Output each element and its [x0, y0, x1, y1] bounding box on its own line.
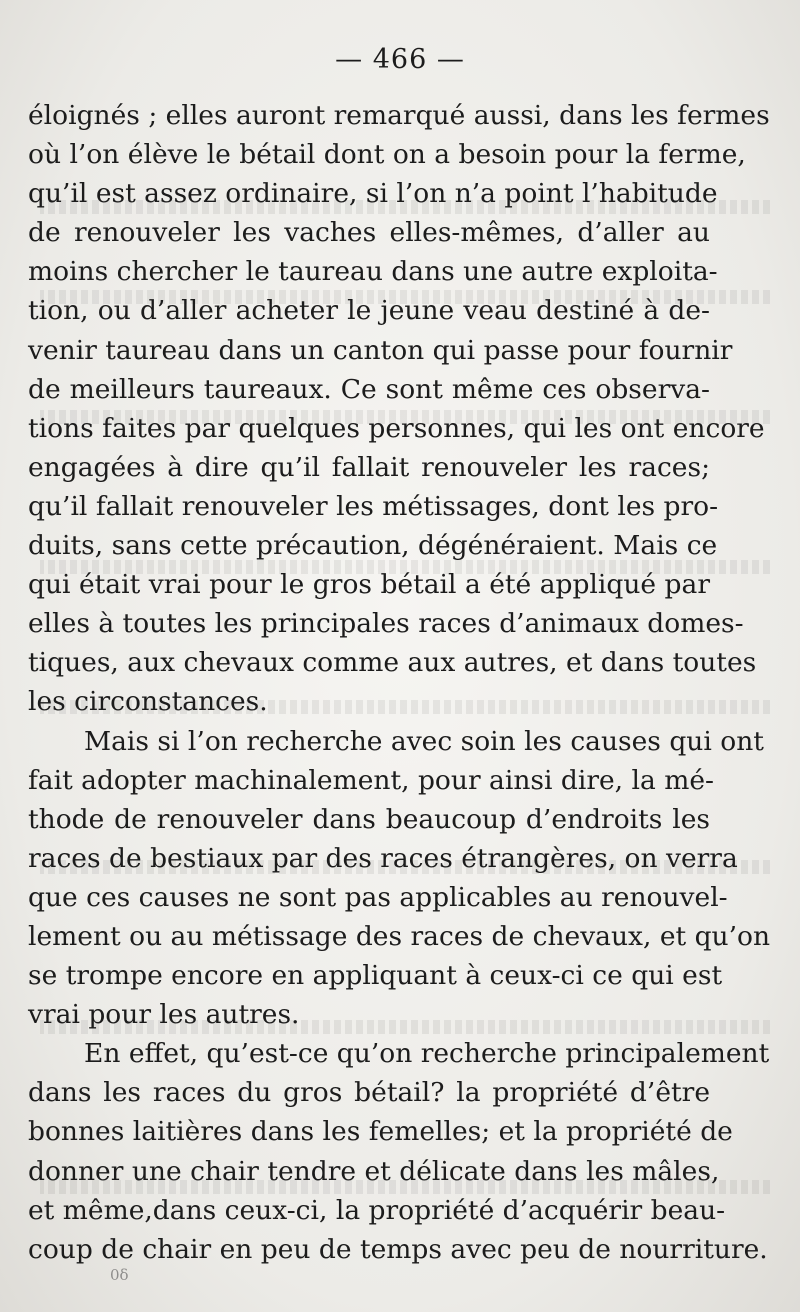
text-line: où l’on élève le bétail dont on a besoin pour la ferme, — [28, 139, 746, 171]
printer-signature-mark: 0δ — [110, 1266, 129, 1284]
text-line: races de bestiaux par des races étrangères, on verra — [28, 842, 738, 874]
text-line: fait adopter machinalement, pour ainsi dire, la mé- — [28, 764, 714, 796]
text-line: venir taureau dans un canton qui passe pour fournir — [28, 334, 733, 366]
paragraph-first-line: Mais si l’on recherche avec soin les causes qui ont — [84, 725, 764, 757]
text-line: qu’il fallait renouveler les métissages, dont les pro- — [28, 490, 719, 522]
text-line: qu’il est assez ordinaire, si l’on n’a point l’habitude — [28, 178, 718, 210]
text-line: tiques, aux chevaux comme aux autres, et dans toutes — [28, 647, 757, 679]
text-line: et même,dans ceux-ci, la propriété d’acquérir beau- — [28, 1194, 726, 1226]
text-line: coup de chair en peu de temps avec peu de nourriture. — [28, 1233, 768, 1265]
text-line: elles à toutes les principales races d’animaux domes- — [28, 608, 744, 640]
page-number: — 466 — — [335, 44, 465, 75]
paragraph-first-line: En effet, qu’est-ce qu’on recherche principalement — [84, 1038, 770, 1070]
text-line: tions faites par quelques personnes, qui les ont encore — [28, 412, 765, 444]
text-line: éloignés ; elles auront remarqué aussi, dans les fermes — [28, 100, 770, 131]
paragraph-end-line: les circonstances. — [28, 686, 268, 718]
body-text — [28, 96, 771, 1269]
text-line: dans les races du gros bétail? la propriété d’être — [28, 1077, 710, 1109]
text-line: engagées à dire qu’il fallait renouveler les races; — [28, 451, 710, 483]
text-line: que ces causes ne sont pas applicables au renouvel- — [28, 881, 728, 913]
text-line: qui était vrai pour le gros bétail a été appliqué par — [28, 569, 710, 601]
text-line: lement ou au métissage des races de chevaux, et qu’on — [28, 920, 771, 952]
text-line: moins chercher le taureau dans une autre exploita- — [28, 256, 718, 288]
text-line: tion, ou d’aller acheter le jeune veau destiné à de- — [28, 295, 710, 327]
text-line: de renouveler les vaches elles-mêmes, d’aller au — [28, 217, 710, 249]
text-line: bonnes laitières dans les femelles; et la propriété de — [28, 1116, 733, 1148]
paragraph-end-line: vrai pour les autres. — [28, 999, 300, 1031]
text-line: de meilleurs taureaux. Ce sont même ces observa- — [28, 373, 710, 405]
text-line: thode de renouveler dans beaucoup d’endroits les — [28, 803, 710, 835]
text-line: duits, sans cette précaution, dégénéraient. Mais ce — [28, 530, 718, 562]
text-line: se trompe encore en appliquant à ceux-ci ce qui est — [28, 960, 723, 992]
text-line: donner une chair tendre et délicate dans les mâles, — [28, 1155, 720, 1187]
